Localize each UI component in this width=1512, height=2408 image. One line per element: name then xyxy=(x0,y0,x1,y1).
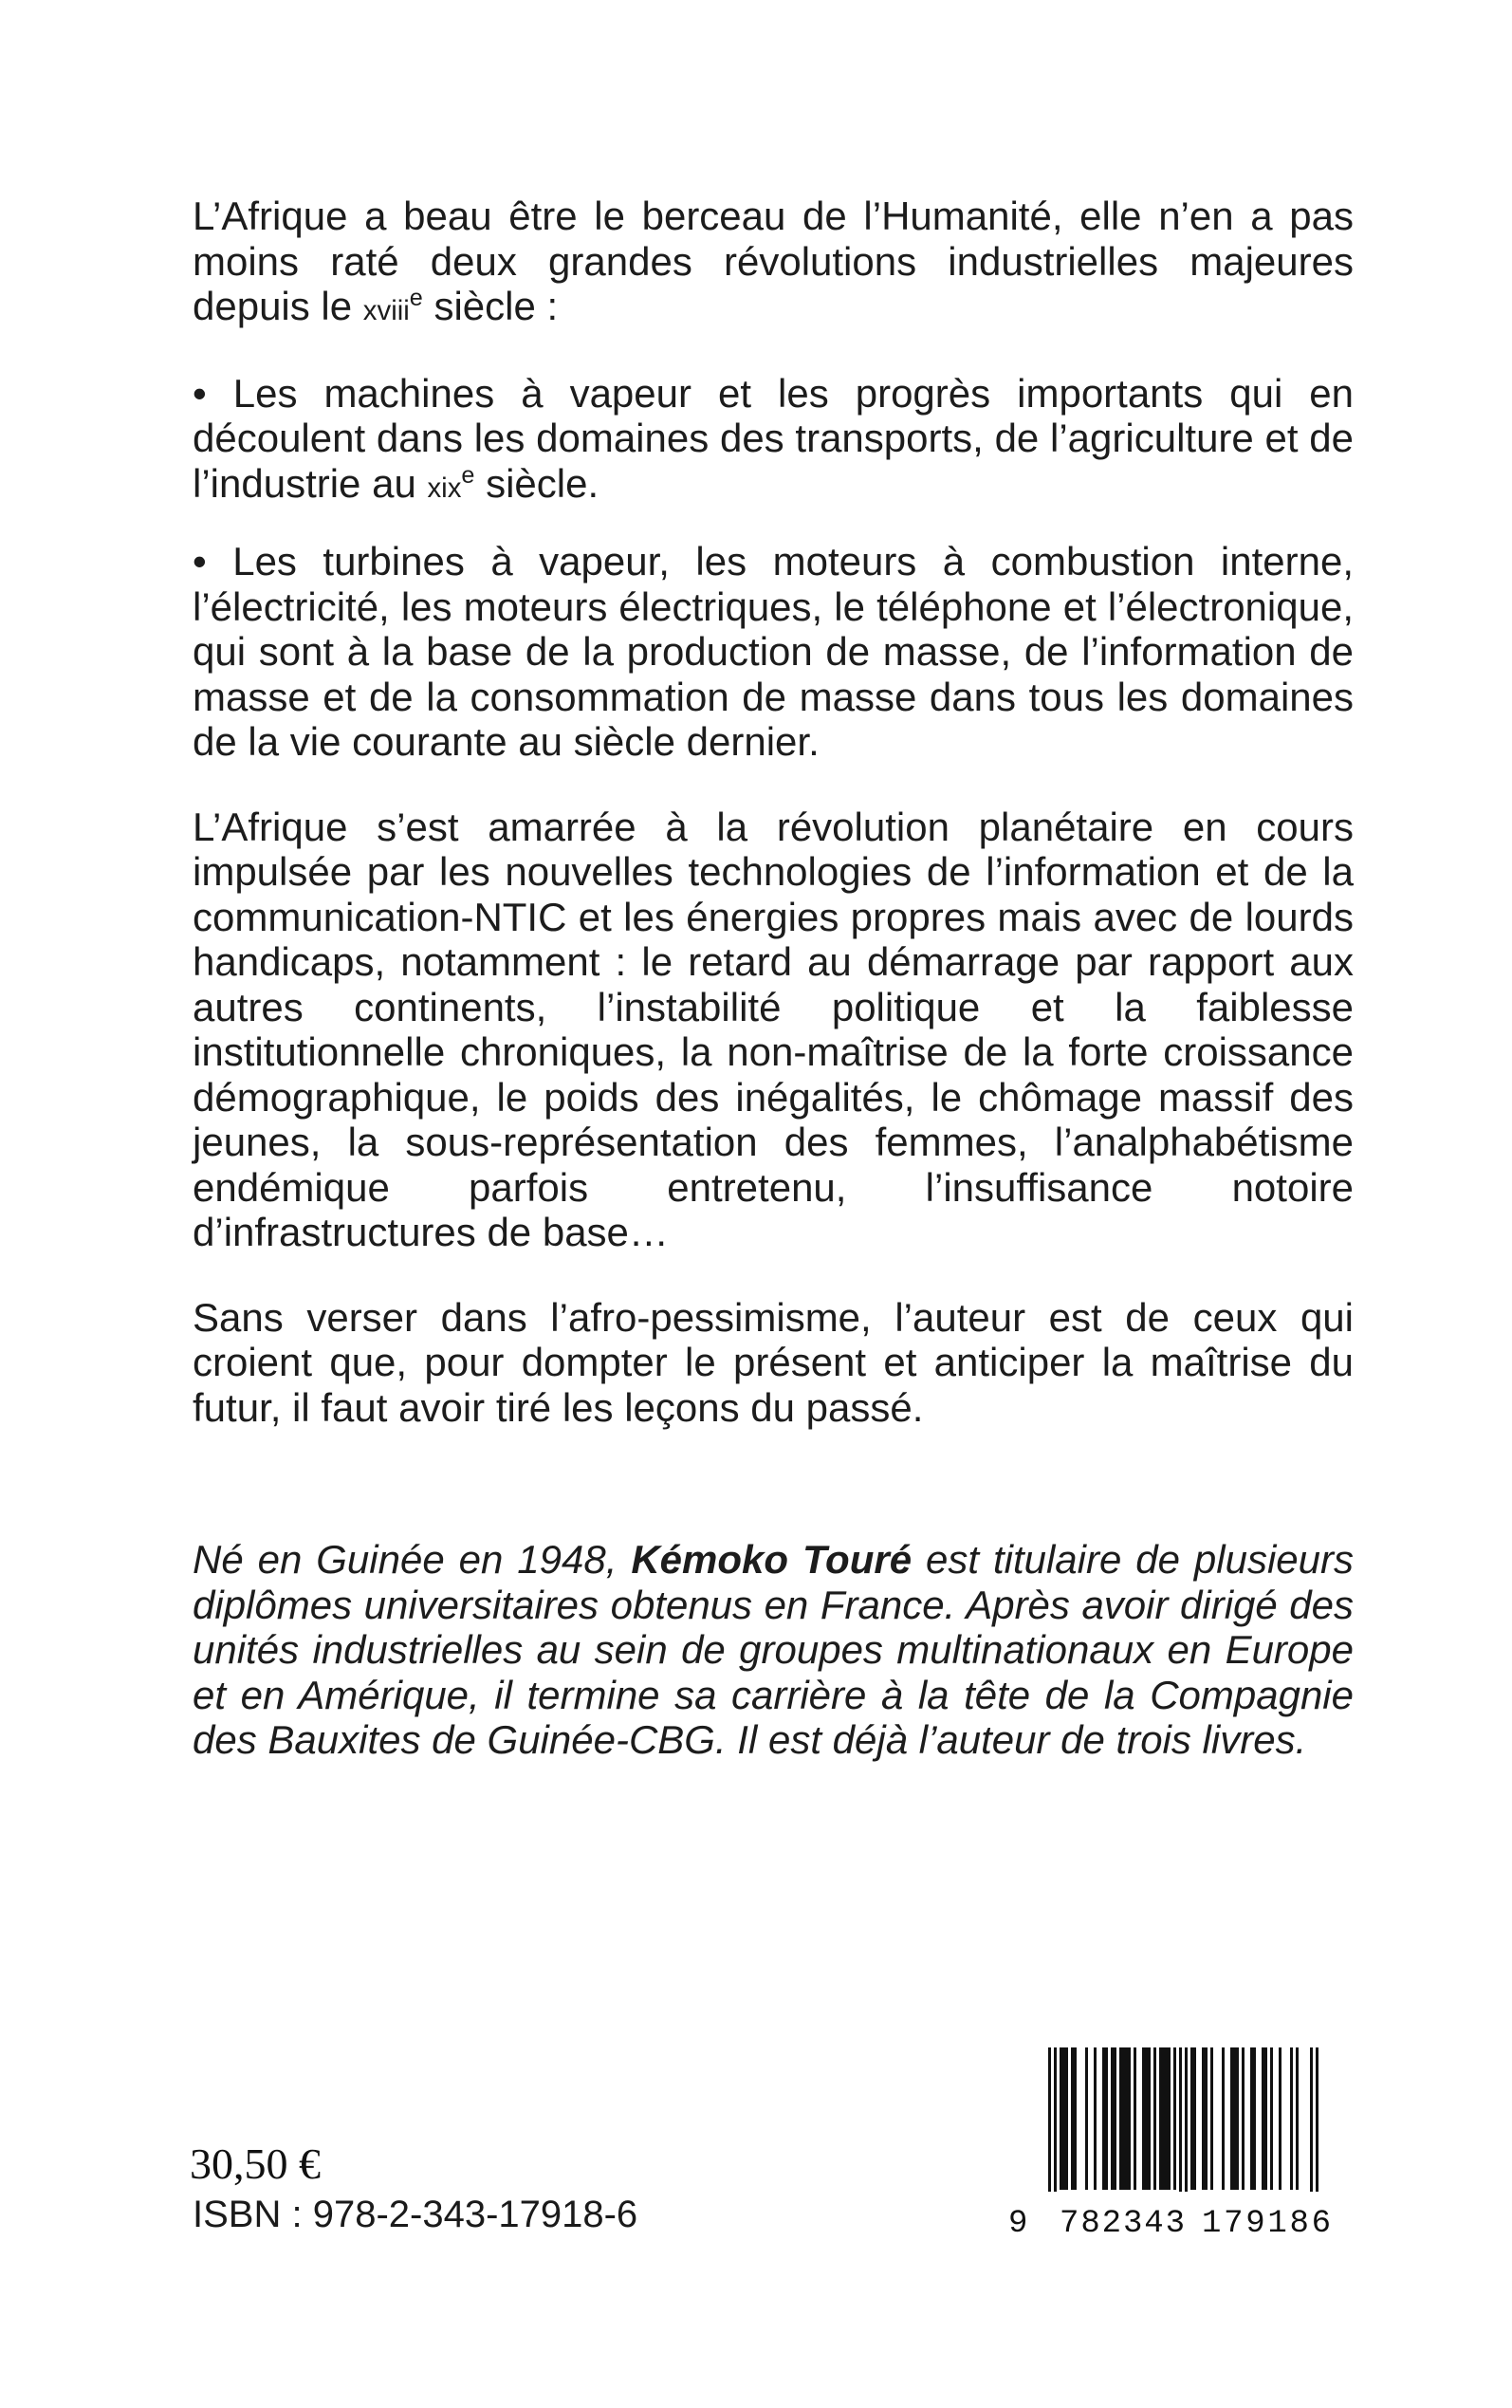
barcode-bar xyxy=(1148,2047,1151,2190)
barcode-bar xyxy=(1071,2047,1074,2190)
barcode-bar xyxy=(1094,2047,1097,2190)
barcode-bar xyxy=(1159,2047,1162,2190)
barcode-bar xyxy=(1162,2047,1165,2190)
back-cover-blurb xyxy=(193,194,1354,1467)
barcode-bar xyxy=(1230,2047,1233,2190)
isbn-label: ISBN : 978-2-343-17918-6 xyxy=(193,2194,638,2235)
author-name: Kémoko Touré xyxy=(631,1537,913,1582)
barcode-bar xyxy=(1134,2047,1136,2190)
barcode-bar xyxy=(1290,2047,1293,2190)
barcode-bar xyxy=(1145,2047,1148,2190)
barcode-bar xyxy=(1125,2047,1128,2190)
barcode-bar xyxy=(1190,2047,1193,2190)
century-numeral: xviii xyxy=(362,295,410,326)
century-numeral: xix xyxy=(427,472,462,504)
barcode-bar xyxy=(1253,2047,1256,2190)
barcode-bar xyxy=(1168,2047,1171,2190)
barcode-bar xyxy=(1279,2047,1282,2190)
barcode-bar xyxy=(1142,2047,1145,2190)
barcode-bar xyxy=(1233,2047,1236,2190)
barcode-bar xyxy=(1128,2047,1131,2190)
barcode-bar xyxy=(1085,2047,1088,2190)
barcode-bar xyxy=(1114,2047,1116,2190)
barcode-bar xyxy=(1270,2047,1273,2190)
barcode-bar xyxy=(1165,2047,1168,2190)
handicaps-paragraph: L’Afrique s’est amarrée à la révolution planétaire en cours impulsée par les nouvelles technologies de l’information et de la communication-NTIC et les énergies propres mais avec de lourds handicaps, notamment : le retard au démarrage par rapport aux autres continents, l’instabilité politique et la faiblesse institutionnelle chroniques, la non-maîtrise de la forte croissance démographique, le poids des inégalités, le chômage massif des jeunes, la sous-représentation des femmes, l’analphabétisme endémique parfois entretenu, l’insuffisance notoire d’infrastructures de base… xyxy=(193,804,1354,1254)
intro-paragraph: L’Afrique a beau être le berceau de l’Humanité, elle n’en a pas moins raté deux grandes révolutions industrielles majeures depuis le xviii$^e$ siècle : xyxy=(193,194,1354,328)
barcode-bar xyxy=(1193,2047,1196,2190)
barcode-bar xyxy=(1222,2047,1225,2190)
barcode-bar xyxy=(1111,2047,1114,2190)
conclusion-paragraph: Sans verser dans l’afro-pessimisme, l’auteur est de ceux qui croient que, pour dompter le présent et anticiper la maîtrise du futur, il faut avoir tiré les leçons du passé. xyxy=(193,1294,1354,1430)
bullet-item-electricity: • Les turbines à vapeur, les moteurs à combustion interne, l’électricité, les moteurs électriques, le téléphone et l’électronique, qui sont à la base de la production de masse, de l’information de masse et de la consommation de masse dans tous les domaines de la vie courante au siècle dernier. xyxy=(193,539,1354,764)
barcode-bar xyxy=(1119,2047,1122,2190)
barcode-bar xyxy=(1074,2047,1077,2190)
price-label: 30,50 € xyxy=(190,2139,321,2188)
bullet-icon: • xyxy=(193,370,207,416)
barcode-bar xyxy=(1202,2047,1205,2190)
barcode-digits-left: 782343 xyxy=(1060,2206,1185,2237)
barcode-bar xyxy=(1153,2047,1156,2190)
author-bio: Né en Guinée en 1948, Kémoko Touré est titulaire de plusieurs diplômes universitaires obtenus en France. Après avoir dirigé des unités industrielles au sein de groupes multinationaux en Europe et en Amérique, il termine sa carrière à la tête de la Compagnie des Bauxites de Guinée-CBG. Il est déjà l’auteur de trois livres. xyxy=(193,1537,1354,1762)
barcode-bar xyxy=(1062,2047,1065,2190)
barcode-bar xyxy=(1210,2047,1213,2190)
barcode-bar xyxy=(1264,2047,1267,2190)
barcode-bar xyxy=(1296,2047,1299,2190)
barcode-digits-right: 179186 xyxy=(1202,2206,1331,2237)
bullet-icon: • xyxy=(193,539,207,583)
barcode-bar xyxy=(1262,2047,1264,2190)
barcode-digit-first: 9 xyxy=(1008,2206,1028,2237)
barcode-bar xyxy=(1065,2047,1068,2190)
barcode-bar xyxy=(1173,2047,1176,2190)
barcode-bar xyxy=(1250,2047,1253,2190)
barcode-bar xyxy=(1242,2047,1245,2190)
barcode xyxy=(1006,2047,1354,2237)
bullet-item-steam: • Les machines à vapeur et les progrès importants qui en découlent dans les domaines des transports, de l’agriculture et de l’industrie au xix$^e$ siècle. xyxy=(193,370,1354,506)
barcode-bar xyxy=(1205,2047,1208,2190)
barcode-bar xyxy=(1236,2047,1239,2190)
barcode-bar xyxy=(1105,2047,1108,2190)
barcode-bar xyxy=(1102,2047,1105,2190)
barcode-bar xyxy=(1122,2047,1125,2190)
barcode-bar xyxy=(1060,2047,1062,2190)
